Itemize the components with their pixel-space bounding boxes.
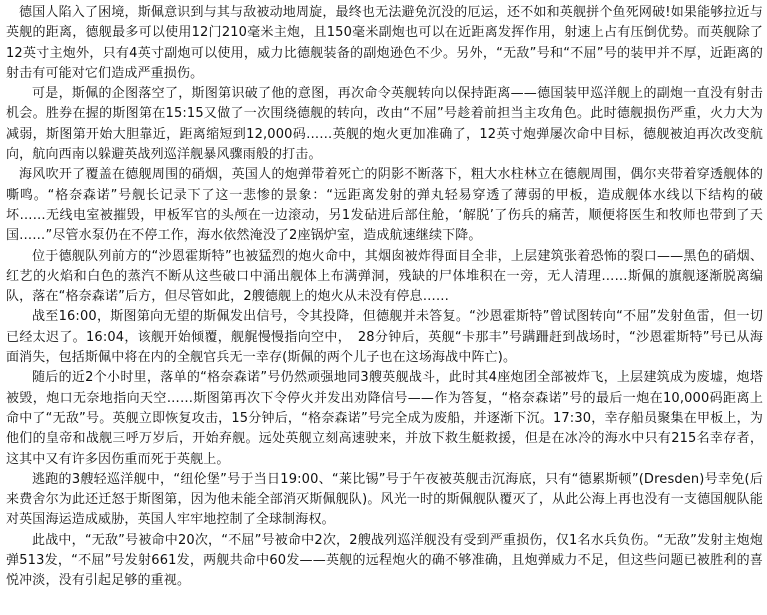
paragraph-5: 战至16:00，斯图第向无望的斯佩发出信号，令其投降，但德舰并未答复。“沙恩霍斯特”曾试图转向“不屈”发射鱼雷，但一切已经太迟了。16:04，该舰开始倾覆，舰艉慢慢指向空中， 28分钟后，英舰“卡那丰”号蹒跚赶到战场时，“沙恩霍斯特”号已从海面消失，包括斯佩中将在内的全舰官兵无一幸存(斯佩的两个儿子也在这场海战中阵亡)。 bbox=[6, 309, 763, 366]
paragraph-2: 可是，斯佩的企图落空了，斯图第识破了他的意图，再次命令英舰转向以保持距离——德国装甲巡洋舰上的副炮一直没有射击机会。胜券在握的斯图第在15:15又做了一次围绕德舰的转向，改由“不屈”号趁着前担当主攻角色。此时德舰损伤严重，火力大为减弱，斯图第开始大胆靠近，距离缩短到12,000码……英舰的炮火更加准确了，12英寸炮弹屡次命中目标，德舰被迫再次改变航向，航向西南以躲避英战列巡洋舰暴风骤雨般的打击。 bbox=[6, 86, 763, 163]
paragraph-1: 德国人陷入了困境，斯佩意识到与其与敌被动地周旋，最终也无法避免沉没的厄运，还不如和英舰拼个鱼死网破!如果能够拉近与英舰的距离，德舰最多可以使用12门210毫米主炮，且150毫米副炮也可以在近距离发挥作用，射速上占有压倒优势。而英舰除了12英寸主炮外，只有4英寸副炮可以使用，威力比德舰装备的副炮逊色不少。另外，“无敌”号和“不屈”号的装甲并不厚，近距离的射击有可能对它们造成严重损伤。 bbox=[6, 5, 763, 81]
paragraph-8: 此战中，“无敌”号被命中20次，“不屈”号被命中2次，2艘战列巡洋舰没有受到严重损伤，仅1名水兵负伤。“无敌”发射主炮炮弹513发，“不屈”号发射661发，两舰共命中60发——英舰的远程炮火的确不够准确，且炮弹威力不足，但这些问题已被胜利的喜悦冲淡，没有引起足够的重视。 bbox=[6, 532, 763, 589]
paragraph-3: 海风吹开了覆盖在德舰周围的硝烟，英国人的炮弹带着死亡的阴影不断落下，粗大水柱林立在德舰周围，偶尔夹带着穿透舰体的嘶鸣。“格奈森诺”号舰长记录下了这一悲惨的景象：“远距离发射的弹丸轻易穿透了薄弱的甲板，造成舰体水线以下结构的破坏……无线电室被摧毁，甲板军官的头颅在一边滚动，另1发砧进后部住舱，‘解脱’了伤兵的痛苦，顺便将医生和牧师也带到了天国……”尽管水泵仍在不停工作，海水依然淹没了2座锅炉室，造成航速继续下降。 bbox=[6, 167, 763, 244]
paragraph-7: 逃跑的3艘轻巡洋舰中，“纽伦堡”号于当日19:00、“莱比锡”号于午夜被英舰击沉海底，只有“德累斯顿”(Dresden)号幸免(后来费舍尔为此还迁怒于斯图第，因为他未能全部消灭斯佩舰队)。风光一时的斯佩舰队覆灭了，从此公海上再也没有一支德国舰队能对英国海运造成威胁，英国人牢牢地控制了全球制海权。 bbox=[6, 471, 763, 528]
paragraph-4: 位于德舰队列前方的“沙恩霍斯特”也被猛烈的炮火命中，其烟囱被炸得面目全非，上层建筑张着恐怖的裂口——黑色的硝烟、红艺的火焰和白色的蒸汽不断从这些破口中涌出舰体上布满弹洞，残缺的尸体堆积在一旁，无人清理……斯佩的旗舰逐渐脱离编队，落在“格奈森诺”后方，但尽管如此，2艘德舰上的炮火从未没有停息…… bbox=[6, 248, 763, 305]
paragraph-6: 随后的近2个小时里，落单的“格奈森诺”号仍然顽强地同3艘英舰战斗，此时其4座炮团全部被炸飞，上层建筑成为废墟，炮塔被毁，炮口无奈地指向天空……斯图第再次下令停火并发出劝降信号——作为答复，“格奈森诺”号的最后一炮在10,000码距离上命中了“无敌”号。英舰立即恢复攻击，15分钟后，“格奈森诺”号完全成为废船，并逐渐下沉。17:30，幸存船员聚集在甲板上，为他们的皇帝和战舰三呼万岁后，开始弃舰。远处英舰立刻高速驶来，并放下救生艇救援，但是在冰冷的海水中只有215名幸存者，这其中又有许多因伤重而死于英舰上。 bbox=[6, 370, 763, 467]
